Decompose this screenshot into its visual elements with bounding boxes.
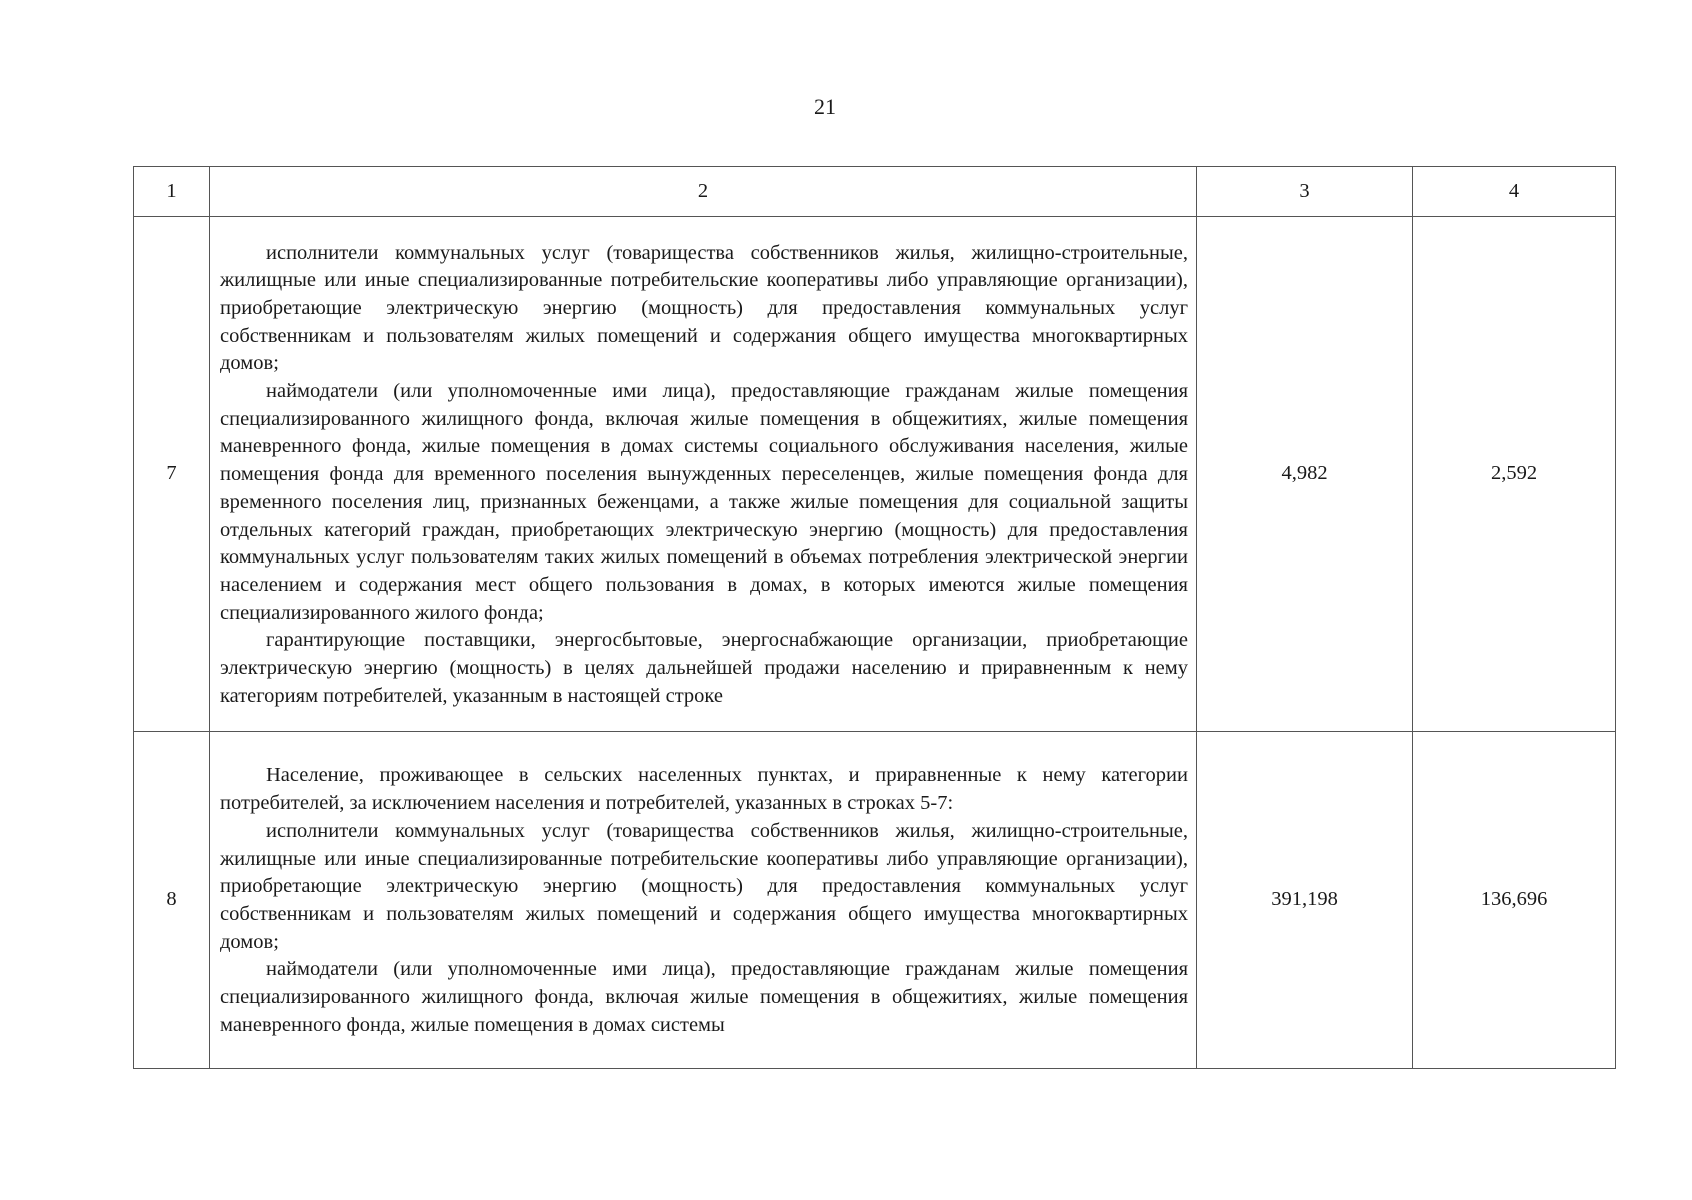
description-paragraph: исполнители коммунальных услуг (товарищества собственников жилья, жилищно-строительные, жилищные или иные специализированные потребительские кооперативы либо управляющие организации), приобретающие электрическую энергию (мощность) для предоставления коммунальных услуг собственникам и пользователям жилых помещений и содержания общего имущества многоквартирных домов; bbox=[220, 241, 1188, 375]
row-value-col-4: 136,696 bbox=[1413, 732, 1616, 1069]
row-value-col-4: 2,592 bbox=[1413, 217, 1616, 732]
tariff-table bbox=[133, 166, 1616, 1069]
description-paragraph: гарантирующие поставщики, энергосбытовые, энергоснабжающие организации, приобретающие электрическую энергию (мощность) в целях дальнейшей продажи населению и приравненным к нему категориям потребителей, указанным в настоящей строке bbox=[220, 629, 1188, 707]
description-paragraph: исполнители коммунальных услуг (товарищества собственников жилья, жилищно-строительные, жилищные или иные специализированные потребительские кооперативы либо управляющие организации), приобретающие электрическую энергию (мощность) для предоставления коммунальных услуг собственникам и пользователям жилых помещений и содержания общего имущества многоквартирных домов; bbox=[220, 819, 1188, 953]
description-paragraph: наймодатели (или уполномоченные ими лица), предоставляющие гражданам жилые помещения специализированного жилищного фонда, включая жилые помещения в общежитиях, жилые помещения маневренного фонда, жилые помещения в домах системы bbox=[220, 958, 1188, 1036]
row-number: 7 bbox=[134, 217, 210, 732]
row-value-col-3: 4,982 bbox=[1197, 217, 1413, 732]
page-number: 21 bbox=[814, 94, 836, 119]
table-row bbox=[134, 217, 1616, 732]
header-col-3: 3 bbox=[1197, 167, 1413, 217]
row-description bbox=[210, 732, 1197, 1069]
header-col-4: 4 bbox=[1413, 167, 1616, 217]
row-description bbox=[210, 217, 1197, 732]
table-row bbox=[134, 732, 1616, 1069]
row-number: 8 bbox=[134, 732, 210, 1069]
description-paragraph: Население, проживающее в сельских населенных пунктах, и приравненные к нему категории потребителей, за исключением населения и потребителей, указанных в строках 5-7: bbox=[220, 764, 1188, 815]
row-value-col-3: 391,198 bbox=[1197, 732, 1413, 1069]
header-col-2: 2 bbox=[210, 167, 1197, 217]
description-paragraph: наймодатели (или уполномоченные ими лица), предоставляющие гражданам жилые помещения специализированного жилищного фонда, включая жилые помещения в общежитиях, жилые помещения маневренного фонда, жилые помещения в домах системы социального обслуживания населения, жилые помещения фонда для временного поселения вынужденных переселенцев, жилые помещения фонда для временного поселения лиц, признанных беженцами, а также жилые помещения для социальной защиты отдельных категорий граждан, приобретающих электрическую энергию (мощность) для предоставления коммунальных услуг пользователям таких жилых помещений в объемах потребления электрической энергии населением и содержания мест общего пользования в домах, в которых имеются жилые помещения специализированного жилого фонда; bbox=[220, 380, 1188, 624]
header-col-1: 1 bbox=[134, 167, 210, 217]
table-header-row bbox=[134, 167, 1616, 217]
